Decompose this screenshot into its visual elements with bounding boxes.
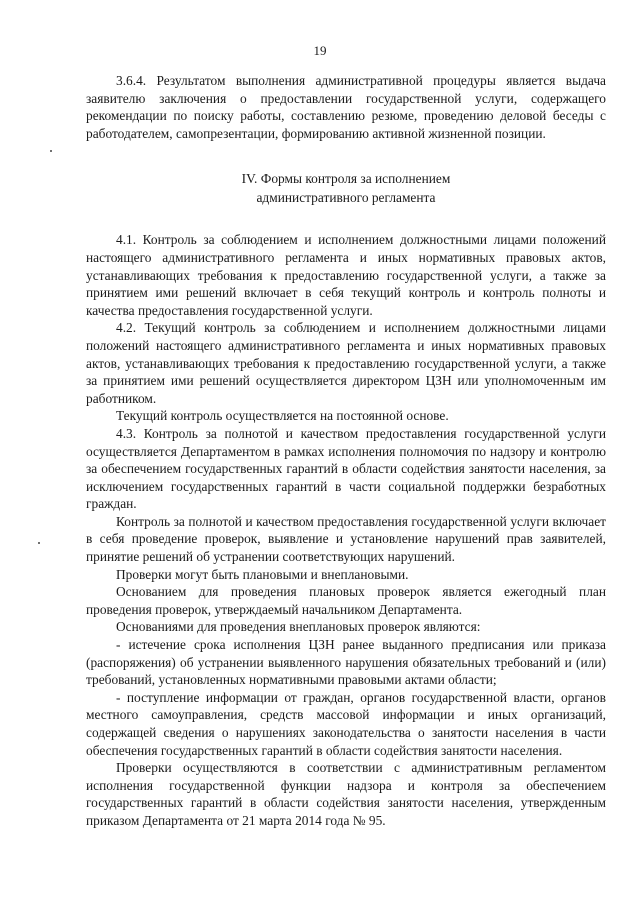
paragraph-4-2: 4.2. Текущий контроль за соблюдением и исполнением должностными лицами положений настоящего административного регламента и иных нормативных правовых актов, устанавливающих требования к предоставлению государственной услуги, а также за принятием ими решений осуществляется директором ЦЗН или уполномоченным им работником. [86, 320, 606, 406]
list-item-deadline-expiry: - истечение срока исполнения ЦЗН ранее выданного предписания или приказа (распоряжения) об устранении выявленного нарушения обязательных требований и (или) требований, установленных нормативными правовыми актами области; [86, 637, 606, 688]
section-title-line-1: IV. Формы контроля за исполнением [241, 171, 451, 187]
section-title-line-2: административного регламента [256, 190, 436, 206]
paragraph-inspections-procedure: Проверки осуществляются в соответствии с административным регламентом исполнения государственной функции надзора и контроля за обеспечением государственных гарантий в области содействия занятости населения, утвержденным приказом Департамента от 21 марта 2014 года № 95. [86, 760, 606, 828]
list-item-information-received: - поступление информации от граждан, органов государственной власти, органов местного самоуправления, средств массовой информации и иных организаций, содержащей сведения о нарушениях законодательства о занятости населения в части обеспечения государственных гарантий в области содействия занятости населения. [86, 689, 606, 758]
paragraph-inspections-types: Проверки могут быть плановыми и внеплановыми. [116, 566, 409, 582]
document-body [86, 72, 606, 830]
paragraph-unplanned-basis: Основаниями для проведения внеплановых проверок являются: [116, 619, 481, 635]
paragraph-planned-basis: Основанием для проведения плановых проверок является ежегодный план проведения проверок, утверждаемый начальником Департамента. [86, 584, 606, 617]
section-title [86, 169, 606, 207]
paragraph-4-1: 4.1. Контроль за соблюдением и исполнением должностными лицами положений настоящего административного регламента и иных нормативных правовых актов, устанавливающих требования к предоставлению государственной услуги, а также за принятием ими решений включает в себя текущий контроль и контроль полноты и качества предоставления государственной услуги. [86, 232, 606, 318]
paragraph-4-3: 4.3. Контроль за полнотой и качеством предоставления государственной услуги осуществляется Департаментом в рамках исполнения полномочия по надзору и контролю за обеспечением государственных гарантий в области содействия занятости населения, за исключением государственных гарантий в части социальной поддержки безработных граждан. [86, 425, 606, 512]
scan-speck [50, 150, 52, 152]
paragraph-3-6-4: 3.6.4. Результатом выполнения административной процедуры является выдача заявителю заключения о предоставлении государственной услуги, содержащего рекомендации по поиску работы, составлению резюме, проведению деловой беседы с работодателем, самопрезентации, формированию активной жизненной позиции. [86, 73, 606, 141]
page-number: 19 [313, 43, 327, 58]
scan-speck [38, 542, 40, 544]
paragraph-quality-control: Контроль за полнотой и качеством предоставления государственной услуги включает в себя проведение проверок, выявление и установление нарушений прав заявителей, принятие решений об устранении соответствующих нарушений. [86, 513, 606, 565]
paragraph-current-control: Текущий контроль осуществляется на постоянной основе. [116, 408, 449, 424]
